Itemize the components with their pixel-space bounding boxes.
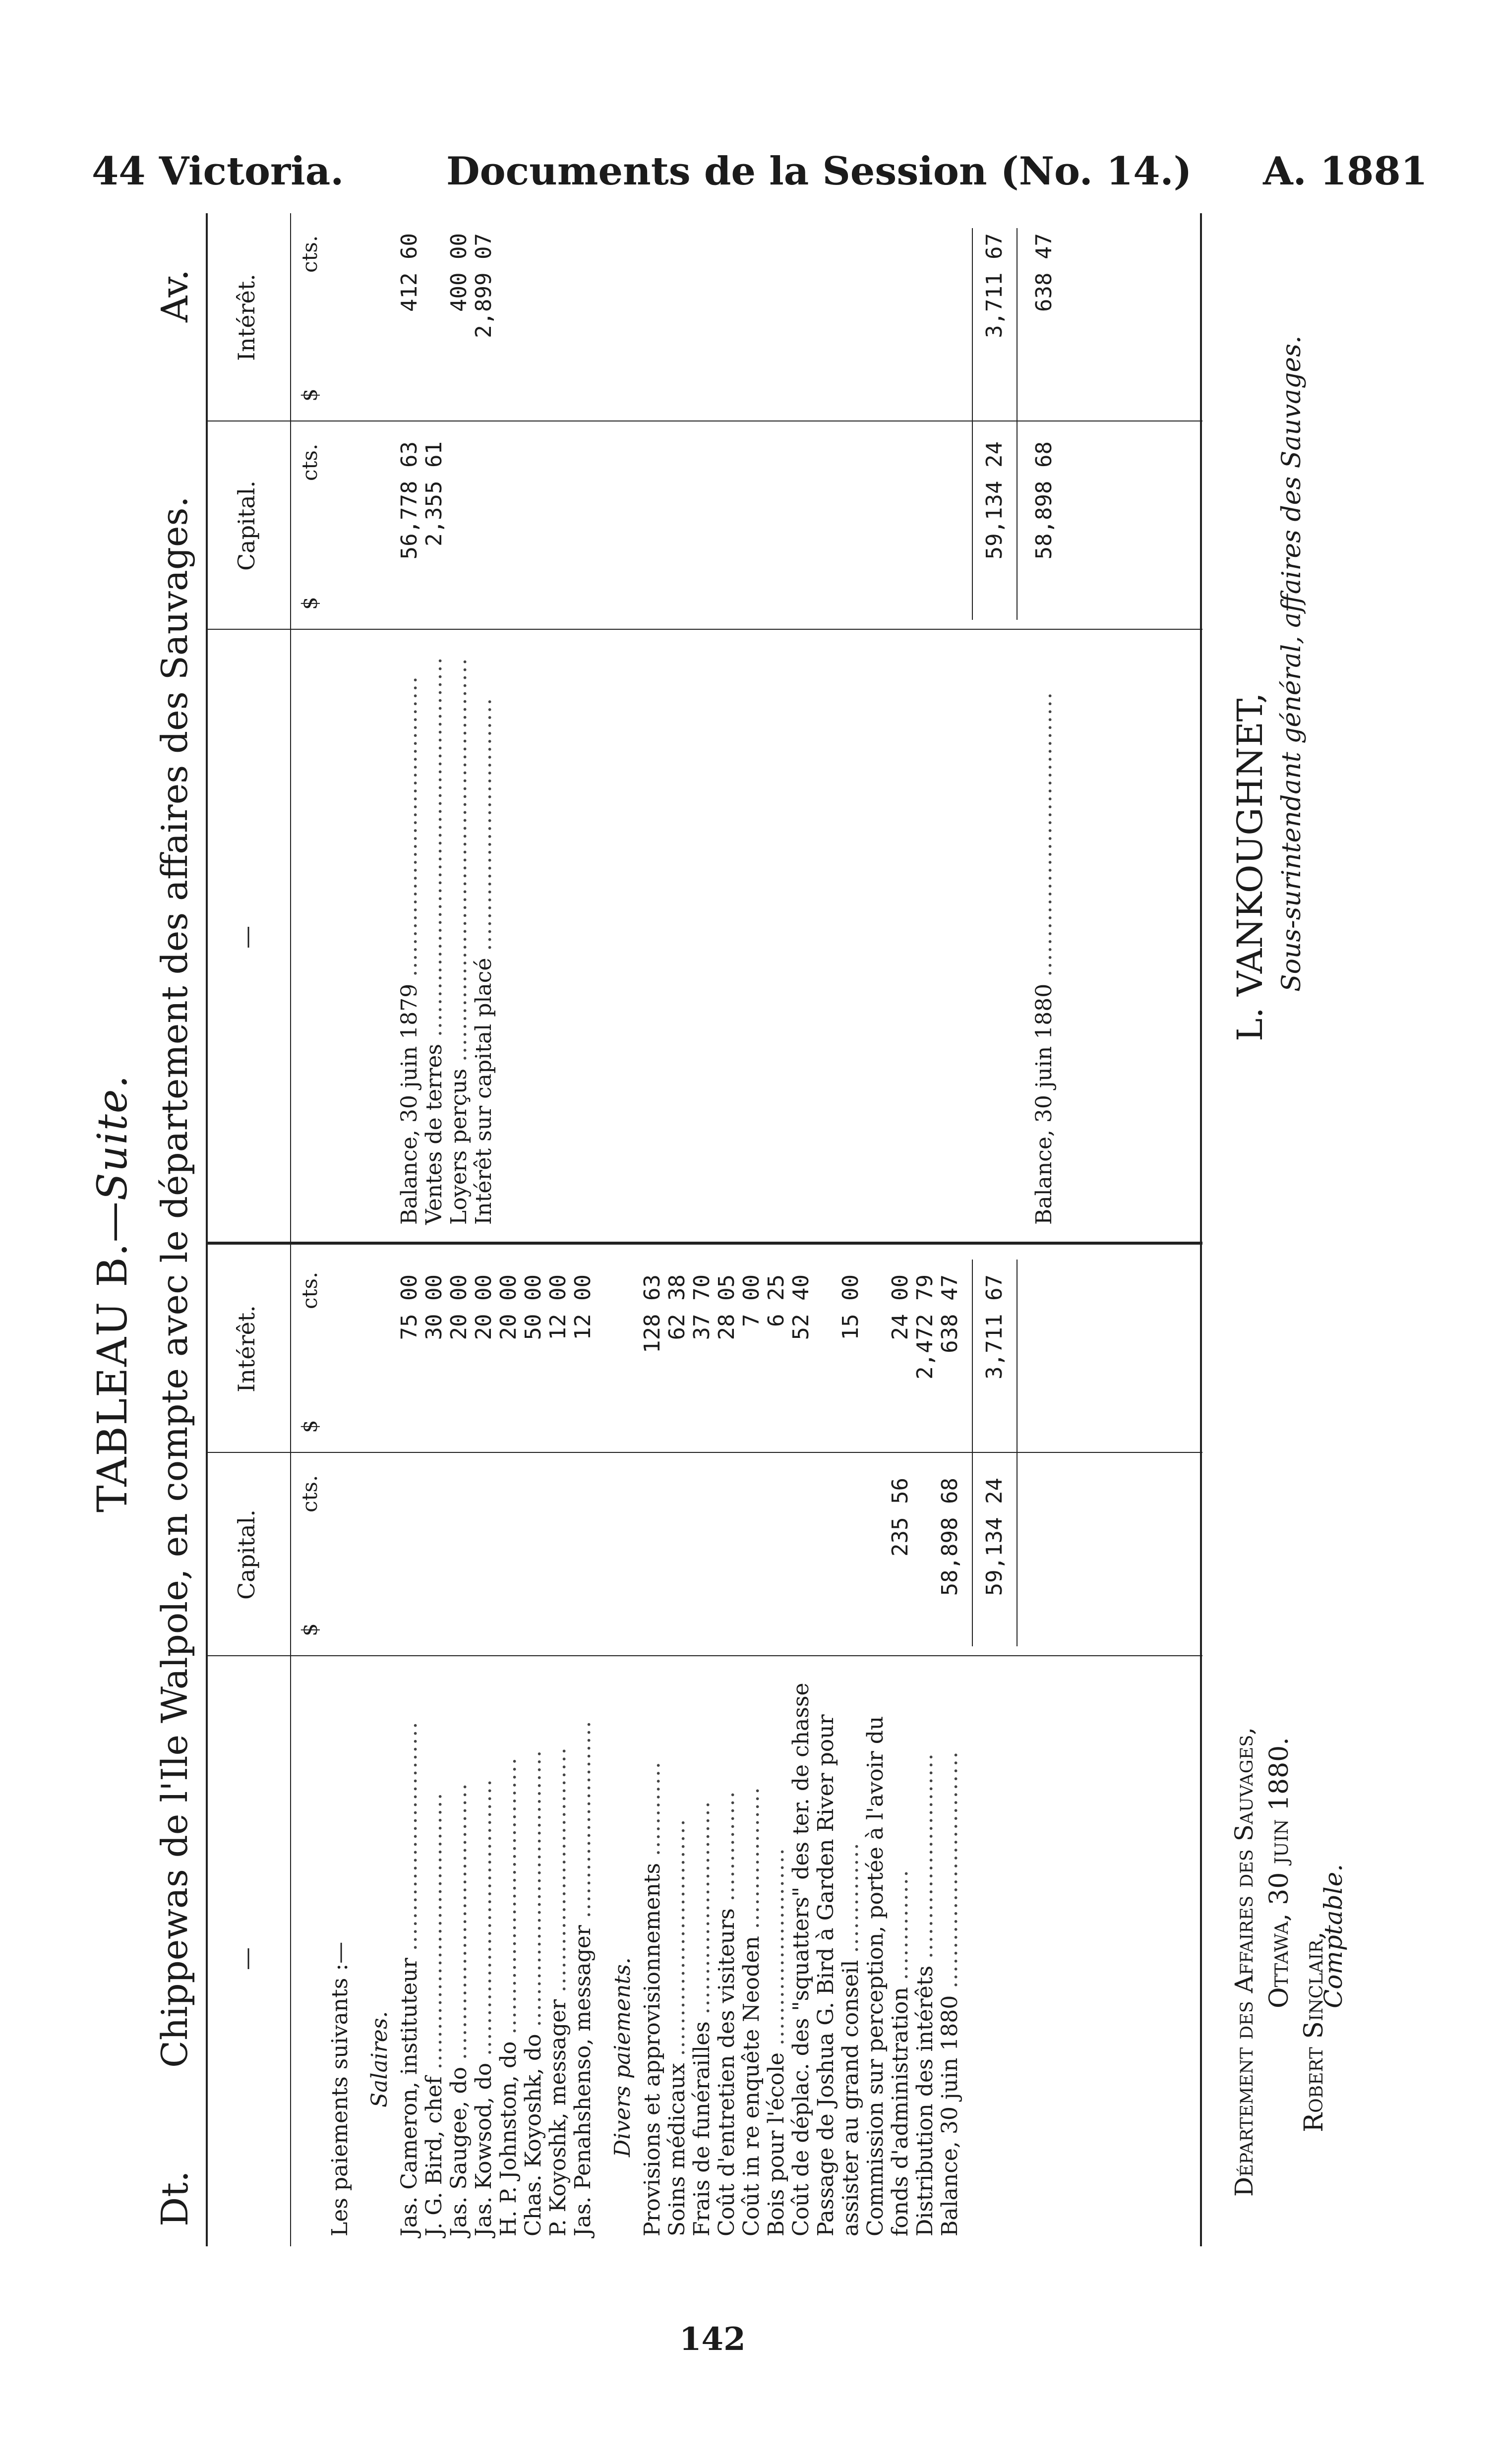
credit-total-interet: 3,711 67 [982,233,1007,338]
credit-capital: 2,355 61 [421,441,447,546]
superintendent-title: Sous-surintendant général, affaires des Sauvages. [1277,335,1307,992]
credit-row: Balance, 30 juin 1879 ...................................... [397,675,422,1225]
credit-row: Loyers perçus ................................................... [446,657,472,1225]
divers-interet: 62 38 [664,1274,690,1340]
credit-interet-cts: cts. [298,235,322,273]
salaire-interet: 20 00 [471,1274,496,1340]
credit-interet: 2,899 07 [471,233,496,338]
divers-interet: 2,472 79 [912,1274,938,1380]
divers-heading: Divers paiements. [610,1957,635,2157]
divers-capital: 235 56 [888,1478,913,1557]
divers-row: Coût de déplac. des "squatters" des ter. de chasse [788,1683,814,2236]
divers-row: Bois pour l'école ......................... [764,1847,789,2236]
debit-capital-dollar: $ [298,1623,322,1636]
debit-intro: Les paiements suivants :— [327,1941,353,2236]
debit-total-bottom-rule [1017,1260,1018,1646]
divers-row: Provisions et approvisionnements ............ [640,1761,665,2236]
divers-interet: 28 05 [714,1274,739,1340]
credit-interet-dollar: $ [298,388,322,402]
header-documents-title: Documents de la Session (No. 14.) [446,149,1192,194]
header-session-volume: 44 Victoria. [92,149,344,194]
salaire-interet: 30 00 [421,1274,447,1340]
superintendent-name: L. VANKOUGHNET, [1230,692,1270,1041]
credit-row: Ventes de terres ................................................ [421,656,447,1225]
divers-row: Passage de Joshua G. Bird à Garden River pour [813,1714,838,2236]
debit-interet-dollar: $ [298,1420,322,1433]
credit-balance-capital: 58,898 68 [1031,441,1057,560]
credit-interet-header: Intérêt. [233,274,260,361]
salaire-interet: 12 00 [570,1274,596,1340]
salaire-row: Jas. Kowsod, do ................................... [471,1778,496,2236]
debit-credit-divider [206,1242,1202,1245]
salaire-interet: 20 00 [496,1274,521,1340]
debit-description-header: — [233,1947,260,1970]
divers-interet: 37 70 [689,1274,715,1340]
salaires-heading: Salaires. [367,2011,392,2107]
credit-description-header: — [233,926,260,949]
credit-capital-header: Capital. [233,480,260,571]
credit-balance-row: Balance, 30 juin 1880 .................................... [1031,691,1057,1225]
running-header [0,0,1497,233]
salaire-row: Chas. Koyoshk, do ................................... [521,1749,546,2236]
credit-capital-rule [206,629,1202,630]
divers-row: fonds d'administration .............. [888,1869,913,2236]
salaire-interet: 12 00 [545,1274,571,1340]
accountant-name: Robert Sinclair, [1299,1931,1329,2132]
header-year: A. 1881 [1263,149,1428,194]
credit-total-rule [972,228,973,620]
divers-row: Soins médicaux .............................. [664,1818,690,2236]
credit-capital-dollar: $ [298,597,322,610]
top-rule [206,213,208,2246]
divers-row: Balance, 30 juin 1880 .............................. [937,1750,962,2236]
account-subtitle: Chippewas de l'Ile Walpole, en compte avec le département des affaires des Sauvages. [154,496,195,2068]
salaire-row: Jas. Cameron, instituteur ............................. [397,1721,422,2236]
divers-interet: 24 00 [888,1274,913,1340]
debit-marker: Dt. [154,2170,196,2226]
debit-capital-header: Capital. [233,1509,260,1600]
debit-total-interet: 3,711 67 [982,1274,1007,1380]
divers-interet: 128 63 [640,1274,665,1353]
debit-interet-header: Intérêt. [233,1305,260,1392]
debit-capital-rule [206,1655,1202,1656]
debit-total-capital: 59,134 24 [982,1478,1007,1596]
salaire-row: J. G. Bird, chef ................................... [421,1792,447,2236]
salaire-row: H. P. Johnston, do ................................... [496,1756,521,2236]
credit-total-capital: 59,134 24 [982,441,1007,560]
credit-interet: 400 00 [446,233,472,312]
accountant-title: Comptable. [1319,1863,1348,2008]
salaire-row: P. Koyoshk, messager ............................... [545,1746,571,2236]
divers-interet: 6 25 [764,1274,789,1327]
divers-row: Distribution des intérêts .......................... [912,1752,938,2236]
credit-marker: Av. [154,269,196,322]
salaire-interet: 75 00 [397,1274,422,1340]
credit-capital: 56,778 63 [397,441,422,560]
divers-interet: 638 47 [937,1274,962,1353]
table-title: TABLEAU B.—Suite. [89,1074,136,1512]
debit-interet-rule [206,1452,1202,1453]
divers-interet: 15 00 [838,1274,863,1340]
salaire-interet: 50 00 [521,1274,546,1340]
salaire-interet: 20 00 [446,1274,472,1340]
divers-interet: 52 40 [788,1274,814,1340]
salaire-row: Jas. Saugee, do ................................... [446,1782,472,2236]
bottom-rule [1200,213,1202,2246]
credit-total-bottom-rule [1017,228,1018,620]
debit-interet-cts: cts. [298,1271,322,1309]
credit-interet: 412 60 [397,233,422,312]
credit-capital-cts: cts. [298,443,322,481]
department-name: Département des Affaires des Sauvages, [1230,1727,1258,2197]
page-number: 142 [679,2321,746,2358]
salaire-row: Jas. Penahshenso, messager ......................... [570,1720,596,2236]
debit-total-rule [972,1260,973,1646]
rotated-account-table [89,213,1348,2256]
divers-row: Coût d'entretien des visiteurs .............. [714,1790,739,2236]
divers-interet: 7 00 [739,1274,764,1327]
credit-balance-interet: 638 47 [1031,233,1057,312]
divers-capital: 58,898 68 [937,1478,962,1596]
header-rule [290,213,291,2246]
divers-row: Coût in re enquête Neoden .................. [739,1786,764,2236]
credit-row: Intérêt sur capital placé ................................ [471,697,496,1225]
divers-row: Frais de funérailles ........................... [689,1800,715,2236]
divers-row: Commission sur perception, portée à l'avoir du [863,1716,888,2236]
debit-capital-cts: cts. [298,1475,322,1512]
divers-row: assister au grand conseil .............. [838,1842,863,2236]
place-date: Ottawa, 30 juin 1880. [1264,1737,1294,2008]
